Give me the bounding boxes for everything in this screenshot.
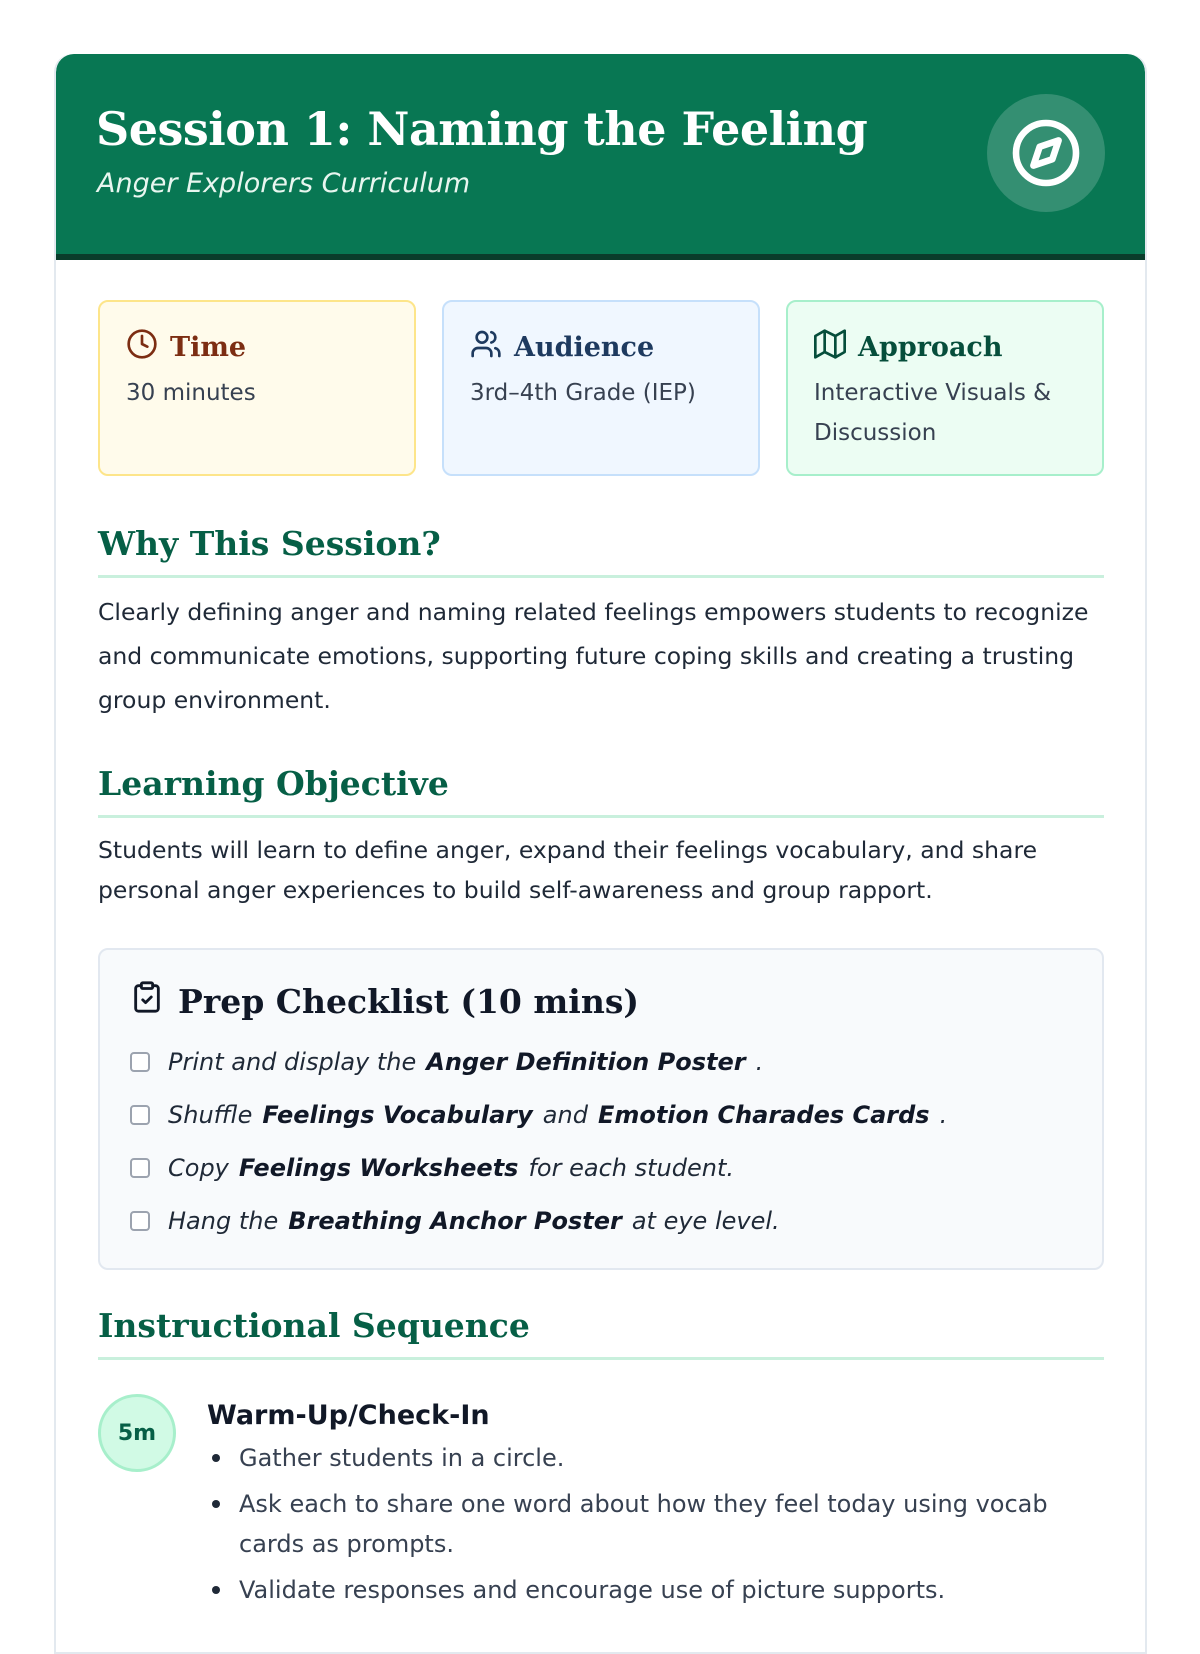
session-header bbox=[56, 54, 1145, 260]
objective-heading: Learning Objective bbox=[98, 764, 1104, 818]
checklist-item[interactable] bbox=[130, 1207, 780, 1235]
info-time bbox=[98, 300, 416, 476]
step-title: Warm-Up/Check-In bbox=[207, 1400, 490, 1431]
list-item: Gather students in a circle. bbox=[207, 1438, 1067, 1478]
checkbox[interactable] bbox=[130, 1158, 150, 1178]
step-bullets bbox=[207, 1438, 1067, 1616]
info-time-value: 30 minutes bbox=[126, 380, 256, 406]
info-audience bbox=[442, 300, 760, 476]
why-text: Clearly defining anger and naming related feelings empowers students to recognize and communicate emotions, supporting future coping skills and creating a trusting group environment. bbox=[98, 598, 1089, 714]
item-text-end: . bbox=[755, 1048, 764, 1076]
why-heading: Why This Session? bbox=[98, 524, 1104, 578]
checkbox[interactable] bbox=[130, 1105, 150, 1125]
curriculum-subtitle: Anger Explorers Curriculum bbox=[97, 168, 471, 199]
users-icon bbox=[470, 328, 502, 367]
item-text: Copy bbox=[168, 1154, 229, 1182]
map-icon bbox=[814, 328, 846, 367]
item-material: Anger Definition Poster bbox=[426, 1048, 746, 1076]
prep-checklist-title bbox=[130, 978, 639, 1024]
item-material: Breathing Anchor Poster bbox=[288, 1207, 622, 1235]
checklist-item[interactable] bbox=[130, 1048, 763, 1076]
info-approach-label: Approach bbox=[858, 332, 1003, 363]
clock-icon bbox=[126, 328, 158, 367]
session-card bbox=[54, 54, 1147, 1654]
info-audience-value: 3rd–4th Grade (IEP) bbox=[470, 380, 696, 406]
info-time-label: Time bbox=[170, 332, 247, 363]
checklist-item[interactable] bbox=[130, 1154, 734, 1182]
info-approach-value: Interactive Visuals & Discussion bbox=[814, 380, 1052, 446]
prep-title-text: Prep Checklist (10 mins) bbox=[178, 981, 640, 1021]
item-material: Feelings Worksheets bbox=[238, 1154, 519, 1182]
checkbox[interactable] bbox=[130, 1052, 150, 1072]
item-text-end: for each student. bbox=[528, 1154, 734, 1182]
checklist-item[interactable] bbox=[130, 1101, 947, 1129]
checkbox[interactable] bbox=[130, 1211, 150, 1231]
page-title: Session 1: Naming the Feeling bbox=[96, 102, 868, 156]
session-info bbox=[98, 300, 1104, 476]
info-approach bbox=[786, 300, 1104, 476]
step-duration-badge: 5m bbox=[98, 1394, 176, 1472]
item-text-end: at eye level. bbox=[631, 1207, 780, 1235]
item-text: Print and display the bbox=[168, 1048, 417, 1076]
item-material: Feelings Vocabulary bbox=[262, 1101, 533, 1129]
item-text: Hang the bbox=[168, 1207, 279, 1235]
item-text-mid: and bbox=[542, 1101, 588, 1129]
clipboard-check-icon bbox=[130, 978, 164, 1024]
item-text-end: . bbox=[939, 1101, 948, 1129]
list-item: Validate responses and encourage use of picture supports. bbox=[207, 1570, 1067, 1610]
compass-icon bbox=[987, 94, 1105, 212]
objective-text: Students will learn to define anger, expand their feelings vocabulary, and share personal anger experiences to build self-awareness and group rapport. bbox=[98, 836, 1038, 904]
list-item: Ask each to share one word about how they feel today using vocab cards as prompts. bbox=[207, 1484, 1067, 1564]
item-material: Emotion Charades Cards bbox=[597, 1101, 930, 1129]
item-text: Shuffle bbox=[168, 1101, 253, 1129]
sequence-heading: Instructional Sequence bbox=[98, 1306, 1104, 1360]
info-audience-label: Audience bbox=[514, 332, 655, 363]
prep-checklist bbox=[98, 948, 1104, 1270]
